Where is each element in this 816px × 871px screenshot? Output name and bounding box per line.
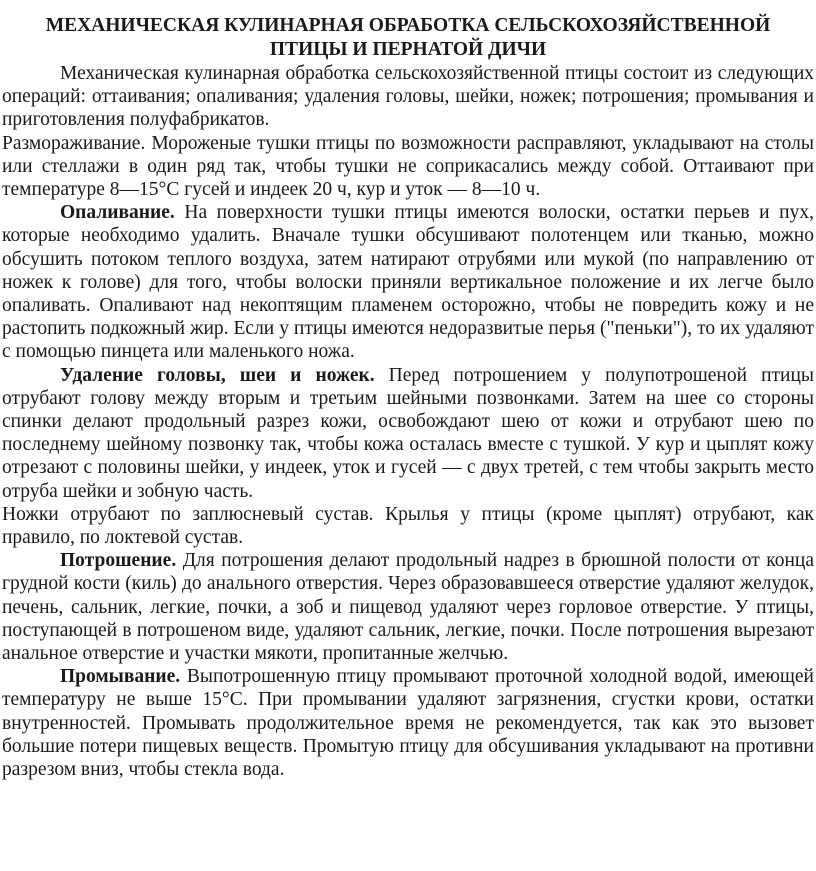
singeing-heading: Опаливание. (60, 202, 175, 224)
legs-paragraph: Ножки отрубают по заплюсневый сустав. Крылья у птицы (кроме цыплят) отрубают, как правило, по локтевой сустав. (2, 503, 814, 549)
title-line-1: МЕХАНИЧЕСКАЯ КУЛИНАРНАЯ ОБРАБОТКА СЕЛЬСКОХОЗЯЙСТВЕННОЙ (45, 15, 771, 36)
washing-text: Выпотрошенную птицу промывают проточной холодной водой, имеющей температуру не выше 15°С. При промывании удаляют загрязнения, сгустки крови, остатки внутренностей. Промывать продолжительное время не рекомендуется, так как это вызовет большие потери пищевых веществ. Промытую птицу для обсушивания укладывают на противни разрезом вниз, чтобы стекла вода. (2, 666, 814, 781)
head-removal-paragraph (2, 364, 814, 503)
document-title (2, 14, 814, 62)
head-removal-text: Перед потрошением у полупотрошеной птицы отрубают голову между вторым и третьим шейными позвонками. Затем на шее со стороны спинки делают продольный разрез кожи, освобождают шею от кожи и отрубают шею по последнему шейному позвонку так, чтобы кожа осталась вместе с тушкой. У кур и цыплят кожу отрезают с половины шейки, у индеек, уток и гусей — с двух третей, с тем чтобы закрыть место отруба шейки и зобную часть. (2, 364, 814, 502)
title-line-2: ПТИЦЫ И ПЕРНАТОЙ ДИЧИ (269, 39, 547, 60)
singeing-text: На поверхности тушки птицы имеются волоски, остатки перьев и пух, которые необходимо удалить. Вначале тушки обсушивают полотенцем или тканью, можно обсушить потоком теплого воздуха, затем натирают отрубями или мукой (по направлению от ножек к голове) для того, чтобы волоски приняли вертикальное положение и их легче было опаливать. Опаливают над некоптящим пламенем осторожно, чтобы не повредить кожу и не растопить подкожный жир. Если у птицы имеются недоразвитые перья ("пеньки"), то их удаляют с помощью пинцета или маленького ножа. (2, 202, 814, 363)
singeing-paragraph (2, 201, 814, 363)
thawing-paragraph: Размораживание. Мороженые тушки птицы по возможности расправляют, укладывают на столы или стеллажи в один ряд так, чтобы тушки не соприкасались между собой. Оттаивают при температуре 8—15°С гусей и индеек 20 ч, кур и уток — 8—10 ч. (2, 132, 814, 201)
evisceration-paragraph (2, 549, 814, 665)
evisceration-text: Для потрошения делают продольный надрез в брюшной полости от конца грудной кости (киль) до анального отверстия. Через образовавшееся отверстие удаляют желудок, печень, сальник, легкие, почки, а зоб и пищевод удаляют через горловое отверстие. У птицы, поступающей в потрошеном виде, удаляют сальник, легкие, почки. После потрошения вырезают анальное отверстие и участки мякоти, пропитанные желчью. (2, 550, 814, 665)
washing-heading: Промывание. (60, 666, 181, 688)
evisceration-heading: Потрошение. (60, 550, 177, 572)
head-removal-heading: Удаление головы, шеи и ножек. (60, 364, 375, 386)
washing-paragraph (2, 665, 814, 781)
intro-paragraph: Механическая кулинарная обработка сельскохозяйственной птицы состоит из следующих операций: оттаивания; опаливания; удаления головы, шейки, ножек; потрошения; промывания и приготовления полуфабрикатов. (2, 63, 814, 131)
